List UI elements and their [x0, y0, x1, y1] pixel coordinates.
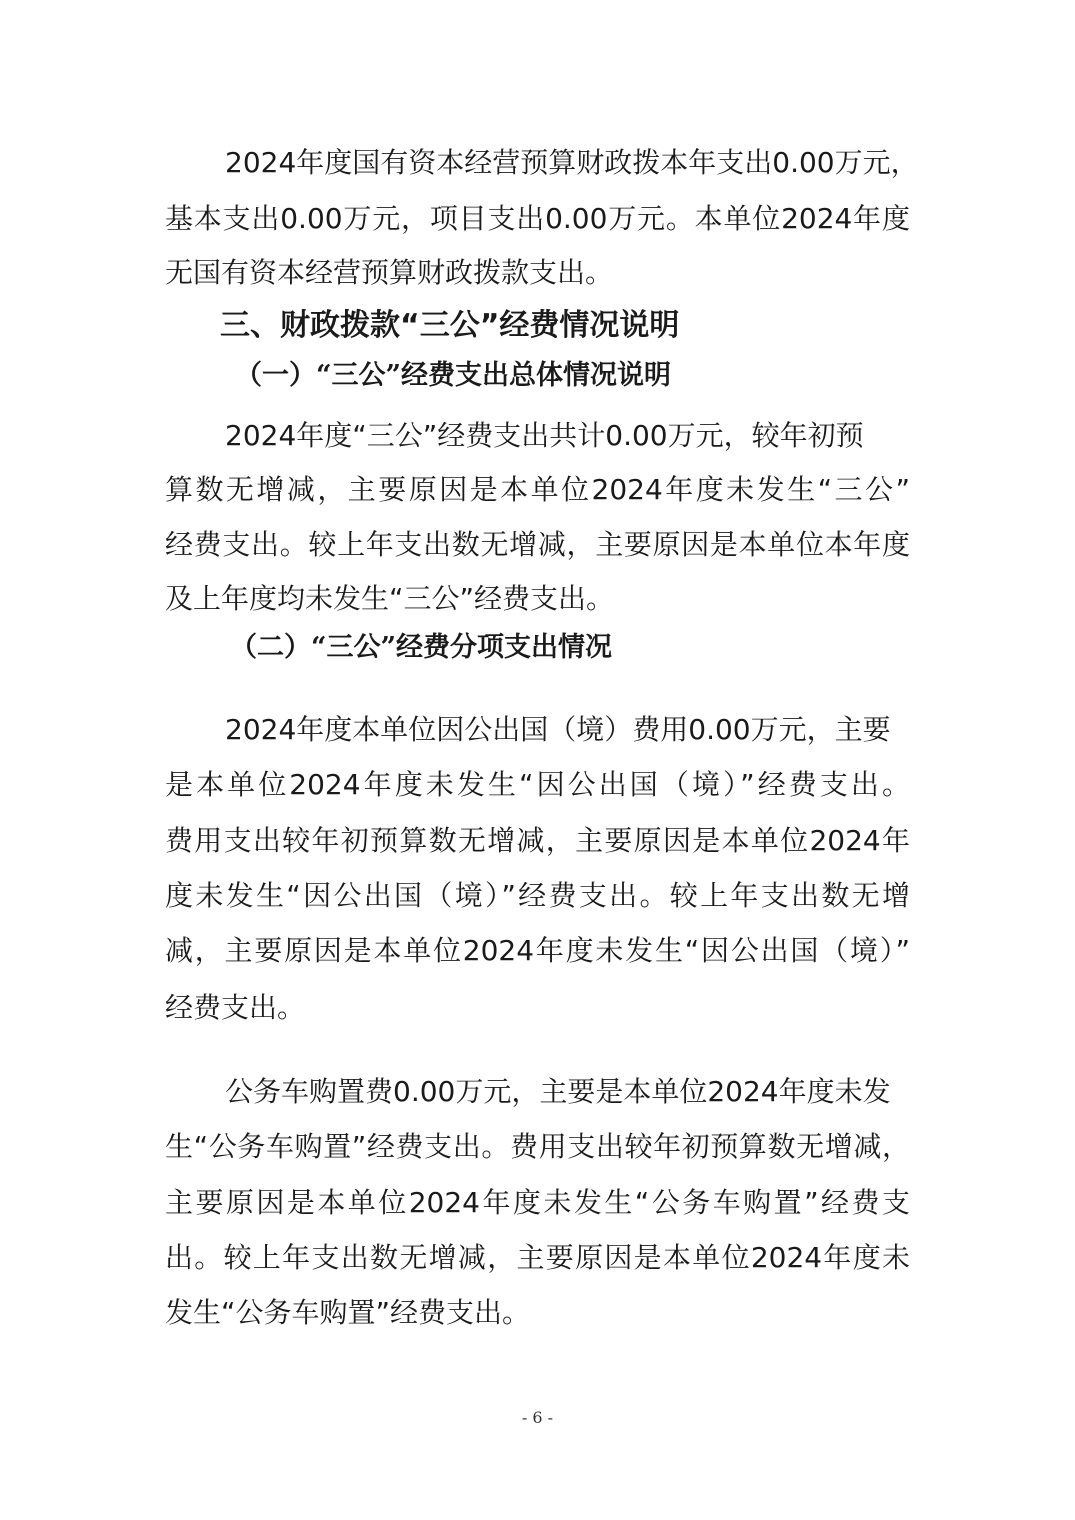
para3-line-4: 度未发生“因公出国（境）”经费支出。较上年支出数无增 — [165, 879, 910, 912]
para1-line-3: 无国有资本经营预算财政拨款支出。 — [165, 256, 614, 289]
page-number: - 6 - — [521, 1408, 554, 1427]
para2-line-1: 2024年度“三公”经费支出共计0.00万元，较年初预 — [225, 419, 864, 452]
para4-line-4: 出。较上年支出数无增减，主要原因是本单位2024年度未 — [165, 1241, 910, 1274]
para1-line-2: 基本支出0.00万元，项目支出0.00万元。本单位2024年度 — [165, 202, 910, 235]
para3-line-6: 经费支出。 — [165, 991, 306, 1024]
subheading-2: （二）“三公”经费分项支出情况 — [230, 632, 613, 663]
para4-line-3: 主要原因是本单位2024年度未发生“公务车购置”经费支 — [165, 1186, 910, 1219]
para4-line-5: 发生“公务车购置”经费支出。 — [165, 1296, 531, 1329]
para3-line-2: 是本单位2024年度未发生“因公出国（境）”经费支出。 — [165, 768, 910, 801]
para2-line-3: 经费支出。较上年支出数无增减，主要原因是本单位本年度 — [165, 528, 910, 561]
para3-line-3: 费用支出较年初预算数无增减，主要原因是本单位2024年 — [165, 824, 910, 857]
para2-line-4: 及上年度均未发生“三公”经费支出。 — [165, 582, 615, 615]
para3-line-1: 2024年度本单位因公出国（境）费用0.00万元，主要 — [225, 713, 891, 746]
section-heading-3: 三、财政拨款“三公”经费情况说明 — [220, 308, 680, 343]
para4-line-2: 生“公务车购置”经费支出。费用支出较年初预算数无增减， — [165, 1130, 910, 1163]
subheading-1: （一）“三公”经费支出总体情况说明 — [235, 360, 672, 391]
para1-line-1: 2024年度国有资本经营预算财政拨本年支出0.00万元， — [225, 146, 919, 179]
para4-line-1: 公务车购置费0.00万元，主要是本单位2024年度未发 — [225, 1075, 891, 1108]
para3-line-5: 减，主要原因是本单位2024年度未发生“因公出国（境）” — [165, 934, 910, 967]
para2-line-2: 算数无增减，主要原因是本单位2024年度未发生“三公” — [165, 473, 910, 506]
